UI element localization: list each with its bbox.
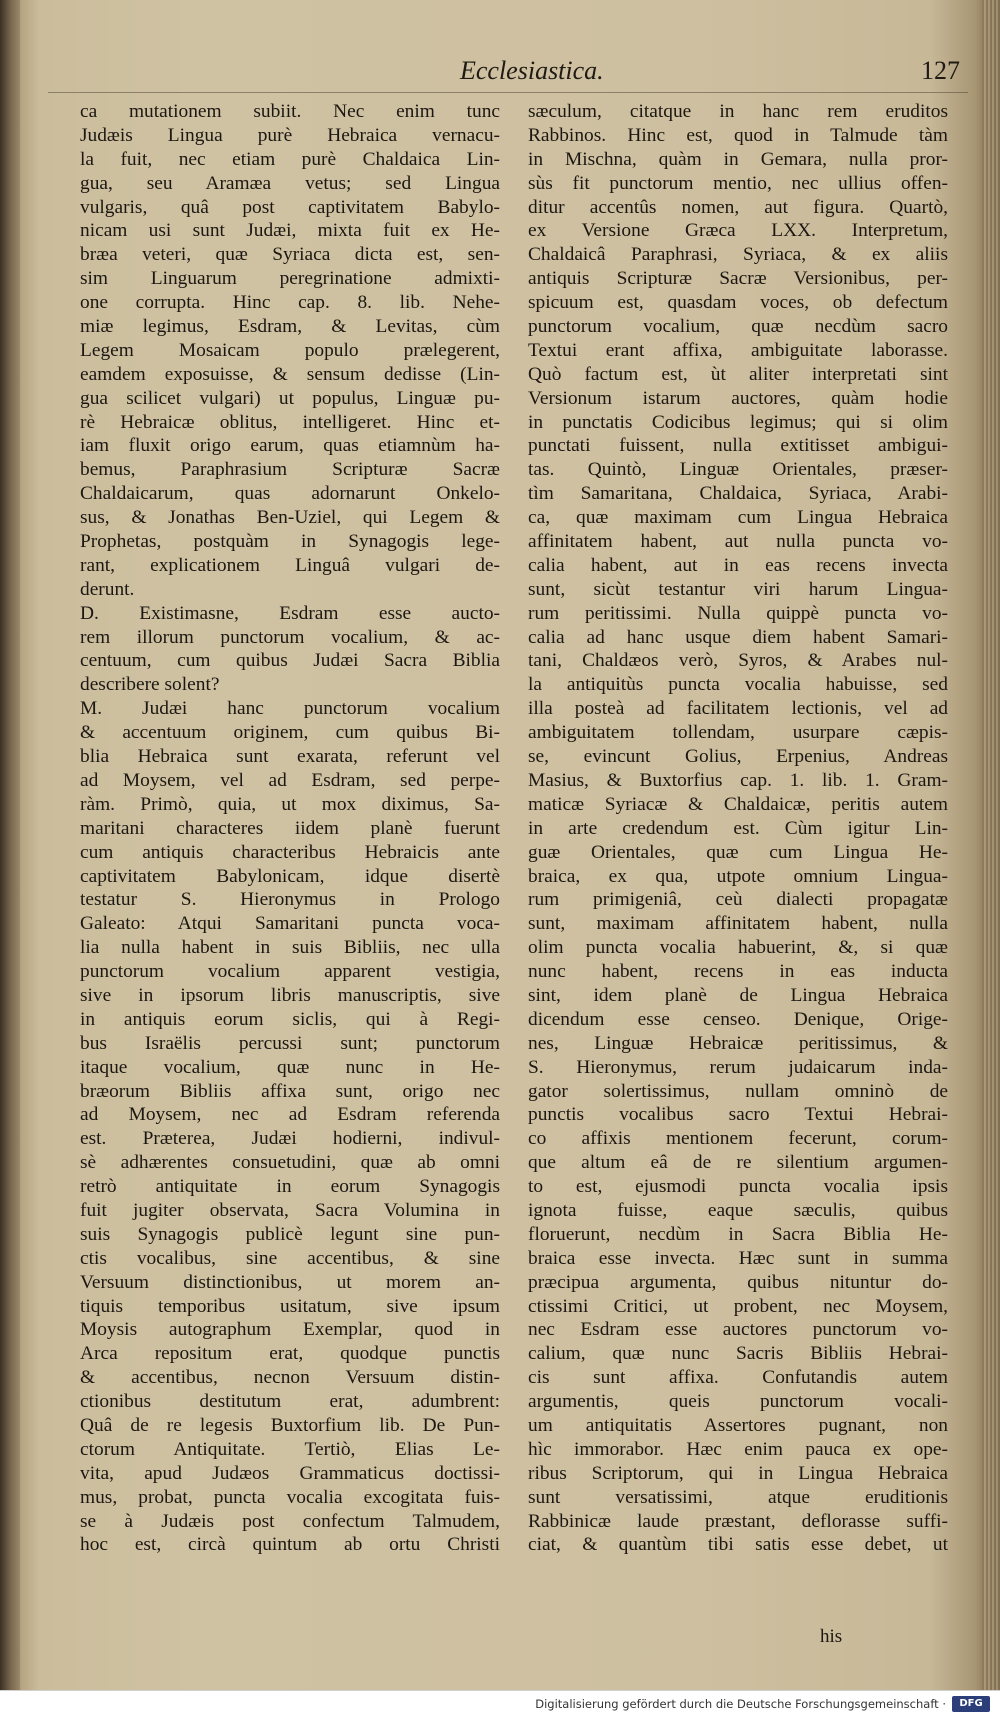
text-line: Judæis Lingua purè Hebraica vernacu- (80, 124, 500, 146)
text-line: ditur accentûs nomen, aut figura. Quartò, (528, 196, 948, 218)
text-line: tani, Chaldæos verò, Syros, & Arabes nul- (528, 650, 948, 672)
text-line: ca mutationem subiit. Nec enim tunc (80, 101, 500, 122)
text-line: floruerunt, necdùm in Sacra Biblia He- (528, 1223, 948, 1245)
text-line: rum primigeniâ, ceù dialecti propagatæ (528, 889, 948, 911)
text-line: rum peritissimi. Nulla quippè puncta vo- (528, 602, 948, 624)
text-line: guæ Orientales, quæ cum Lingua He- (528, 841, 948, 863)
text-line: D. Existimasne, Esdram esse aucto- (80, 602, 500, 624)
text-line: describere solent? (80, 674, 220, 696)
text-line: in Mischna, quàm in Gemara, nulla pror- (528, 148, 948, 170)
text-line: est. Præterea, Judæi hodierni, indivul- (80, 1128, 500, 1150)
text-line: ad Moysem, nec ad Esdram referenda (80, 1104, 500, 1126)
text-line: hoc est, circà quintum ab ortu Christi (80, 1534, 500, 1556)
text-line: to est, ejusmodi puncta vocalia ipsis (528, 1176, 948, 1198)
text-line: illa posteà ad facilitatem lectionis, vel ad (528, 698, 948, 720)
text-line: la antiquitùs puncta vocalia habuisse, sed (528, 674, 948, 696)
text-line: sint, idem planè de Lingua Hebraica (528, 984, 948, 1006)
text-line: hìc immorabor. Hæc enim pauca ex ope- (528, 1438, 948, 1460)
text-line: rè Hebraicæ oblitus, intelligeret. Hinc et- (80, 411, 500, 433)
text-line: tiquis temporibus usitatum, sive ipsum (80, 1295, 500, 1317)
text-line: bemus, Paraphrasium Scripturæ Sacræ (80, 459, 500, 481)
text-line: Moysis autographum Exemplar, quod in (80, 1319, 500, 1341)
text-line: bræorum Bibliis affixa sunt, origo nec (80, 1080, 500, 1102)
text-line: lia nulla habent in suis Bibliis, nec ulla (80, 937, 500, 959)
text-line: se à Judæis post confectum Talmudem, (80, 1510, 500, 1532)
text-line: um antiquitatis Assertores pugnant, non (528, 1414, 948, 1436)
text-line: rem illorum punctorum vocalium, & ac- (80, 626, 500, 648)
page-edge (982, 0, 1000, 1690)
text-line: tìm Samaritana, Chaldaica, Syriaca, Arabi- (528, 483, 948, 505)
header-rule (48, 92, 968, 93)
text-line: cum antiquis characteribus Hebraicis ante (80, 841, 500, 863)
text-line: mus, probat, puncta vocalia excogitata fuis- (80, 1486, 500, 1508)
text-line: ràm. Primò, quia, ut mox diximus, Sa- (80, 793, 500, 815)
text-line: sus, & Jonathas Ben-Uziel, qui Legem & (80, 507, 500, 529)
text-line: Rabbinos. Hinc est, quod in Talmude tàm (528, 124, 948, 146)
text-line: Quâ de re legesis Buxtorfium lib. De Pun- (80, 1414, 500, 1436)
text-line: gator solertissimus, nullam omninò de (528, 1080, 948, 1102)
text-line: vita, apud Judæos Grammaticus doctissi- (80, 1462, 500, 1484)
text-line: nes, Linguæ Hebraicæ peritissimus, & (528, 1032, 948, 1054)
text-line: Versionum istarum auctores, quàm hodie (528, 387, 948, 409)
text-line: Chaldaicâ Paraphrasi, Syriaca, & ex aliis (528, 244, 948, 266)
text-line: cis sunt affixa. Confutandis autem (528, 1367, 948, 1389)
running-title: Ecclesiastica. (460, 56, 604, 85)
text-line: eamdem exposuisse, & sensum dedisse (Lin- (80, 363, 500, 385)
left-text-column (80, 100, 500, 1557)
text-line: braica esse invecta. Hæc sunt in summa (528, 1247, 948, 1269)
text-line: calium, quæ nunc Sacris Bibliis Hebrai- (528, 1343, 948, 1365)
text-line: derunt. (80, 578, 135, 600)
text-line: captivitatem Babylonicam, idque disertè (80, 865, 500, 887)
text-line: ribus Scriptorum, qui in Lingua Hebraica (528, 1462, 948, 1484)
text-line: maritani characteres iidem planè fuerunt (80, 817, 500, 839)
text-line: in antiquis eorum siclis, qui à Regi- (80, 1008, 500, 1030)
dfg-logo: DFG (952, 1696, 990, 1712)
text-line: affinitatem habent, aut nulla puncta vo- (528, 531, 948, 553)
text-line: bræa veteri, quæ Syriaca dicta est, sen- (80, 244, 500, 266)
text-line: centuum, cum quibus Judæi Sacra Biblia (80, 650, 500, 672)
text-line: Textui erant affixa, ambiguitate laborasse. (528, 339, 948, 361)
text-line: M. Judæi hanc punctorum vocalium (80, 698, 500, 720)
right-text-column (528, 100, 948, 1557)
text-line: sunt versatissimi, atque eruditionis (528, 1486, 948, 1508)
text-line: Versuum distinctionibus, ut morem an- (80, 1271, 500, 1293)
text-line: sæculum, citatque in hanc rem eruditos (528, 101, 948, 122)
text-line: se, evincunt Golius, Erpenius, Andreas (528, 746, 948, 768)
text-line: ca, quæ maximam cum Lingua Hebraica (528, 507, 948, 529)
text-line: iam fluxit origo earum, quas etiamnùm ha- (80, 435, 500, 457)
text-line: ctis vocalibus, sine accentibus, & sine (80, 1247, 500, 1269)
text-line: dicendum esse censeo. Denique, Orige- (528, 1008, 948, 1030)
text-line: bus Israëlis percussi sunt; punctorum (80, 1032, 500, 1054)
text-line: ex Versione Græca LXX. Interpretum, (528, 220, 948, 242)
text-line: ctionibus destitutum erat, adumbrent: (80, 1391, 500, 1413)
text-line: sive in ipsorum libris manuscriptis, sive (80, 984, 500, 1006)
text-line: suis Synagogis publicè legunt sine pun- (80, 1223, 500, 1245)
text-line: que altum eâ de re silentium argumen- (528, 1152, 948, 1174)
text-line: gua scilicet vulgari) ut populus, Linguæ pu- (80, 387, 500, 409)
text-line: miæ legimus, Esdram, & Levitas, cùm (80, 316, 500, 338)
text-line: Rabbinicæ laude præstant, deflorasse suffi- (528, 1510, 948, 1532)
book-spine (0, 0, 20, 1690)
text-line: in punctatis Codicibus legimus; qui si olim (528, 411, 948, 433)
text-line: sunt, maximam affinitatem habent, nulla (528, 913, 948, 935)
text-line: ctissimi Critici, ut probent, nec Moysem, (528, 1295, 948, 1317)
text-line: S. Hieronymus, rerum judaicarum inda- (528, 1056, 948, 1078)
text-line: punctati fuissent, nulla extitisset ambigui- (528, 435, 948, 457)
text-line: Galeato: Atqui Samaritani puncta voca- (80, 913, 500, 935)
page-number: 127 (921, 56, 960, 85)
text-line: & accentibus, necnon Versuum distin- (80, 1367, 500, 1389)
text-line: blia Hebraica sunt exarata, referunt vel (80, 746, 500, 768)
text-line: spicuum est, quasdam voces, ob defectum (528, 292, 948, 314)
text-line: itaque vocalium, quæ nunc in He- (80, 1056, 500, 1078)
text-line: Arca repositum erat, quodque punctis (80, 1343, 500, 1365)
text-line: retrò antiquitate in eorum Synagogis (80, 1176, 500, 1198)
text-line: argumentis, queis punctorum vocali- (528, 1391, 948, 1413)
funding-credit: Digitalisierung gefördert durch die Deutsche Forschungsgemeinschaft · (535, 1697, 946, 1711)
text-line: sè adhærentes consuetudini, quæ ab omni (80, 1152, 500, 1174)
text-line: Chaldaicarum, quas adornarunt Onkelo- (80, 483, 500, 505)
digitization-footer (0, 1690, 1000, 1718)
text-line: sùs fit punctorum mentio, nec ullius offen- (528, 172, 948, 194)
text-line: punctorum vocalium, quæ necdùm sacro (528, 316, 948, 338)
text-line: nunc habent, recens in eas inducta (528, 961, 948, 983)
text-line: punctorum vocalium apparent vestigia, (80, 961, 500, 983)
text-line: & accentuum originem, cum quibus Bi- (80, 722, 500, 744)
text-line: nec Esdram esse auctores punctorum vo- (528, 1319, 948, 1341)
text-line: calia habent, aut in eas recens invecta (528, 554, 948, 576)
text-line: ctorum Antiquitate. Tertiò, Elias Le- (80, 1438, 500, 1460)
text-line: ambiguitatem tollendam, usurpare cæpis- (528, 722, 948, 744)
text-line: testatur S. Hieronymus in Prologo (80, 889, 500, 911)
text-line: ignota fuisse, eaque sæculis, quibus (528, 1199, 948, 1221)
text-line: la fuit, nec etiam purè Chaldaica Lin- (80, 148, 500, 170)
text-line: Prophetas, postquàm in Synagogis lege- (80, 531, 500, 553)
text-line: olim puncta vocalia habuerint, &, si quæ (528, 937, 948, 959)
text-line: ciat, & quantùm tibi satis esse debet, ut (528, 1534, 948, 1556)
text-line: nicam usi sunt Judæi, mixta fuit ex He- (80, 220, 500, 242)
text-line: antiquis Scripturæ Sacræ Versionibus, per- (528, 268, 948, 290)
text-line: ad Moysem, vel ad Esdram, sed perpe- (80, 769, 500, 791)
text-line: Quò factum est, ùt aliter interpretati sint (528, 363, 948, 385)
text-line: calia ad hanc usque diem habent Samari- (528, 626, 948, 648)
text-line: sunt, sicùt testantur viri harum Lingua- (528, 578, 948, 600)
text-line: præcipua argumenta, quibus nituntur do- (528, 1271, 948, 1293)
text-line: vulgaris, quâ post captivitatem Babylo- (80, 196, 500, 218)
text-line: one corrupta. Hinc cap. 8. lib. Nehe- (80, 292, 500, 314)
text-line: gua, seu Aramæa vetus; sed Lingua (80, 172, 500, 194)
text-line: rant, explicationem Linguâ vulgari de- (80, 554, 500, 576)
text-line: Masius, & Buxtorfius cap. 1. lib. 1. Gram- (528, 769, 948, 791)
text-line: sim Linguarum peregrinatione admixti- (80, 268, 500, 290)
text-line: maticæ Syriacæ & Chaldaicæ, peritis autem (528, 793, 948, 815)
text-line: Legem Mosaicam populo prælegerent, (80, 339, 500, 361)
text-line: in arte credendum est. Cùm igitur Lin- (528, 817, 948, 839)
text-line: co affixis mentionem fecerunt, corum- (528, 1128, 948, 1150)
text-line: tas. Quintò, Linguæ Orientales, præser- (528, 459, 948, 481)
text-line: braica, ex qua, utpote omnium Lingua- (528, 865, 948, 887)
page-header (40, 56, 960, 96)
text-line: punctis vocalibus sacro Textui Hebrai- (528, 1104, 948, 1126)
text-line: fuit jugiter observata, Sacra Volumina in (80, 1199, 500, 1221)
catchword: his (820, 1626, 843, 1647)
